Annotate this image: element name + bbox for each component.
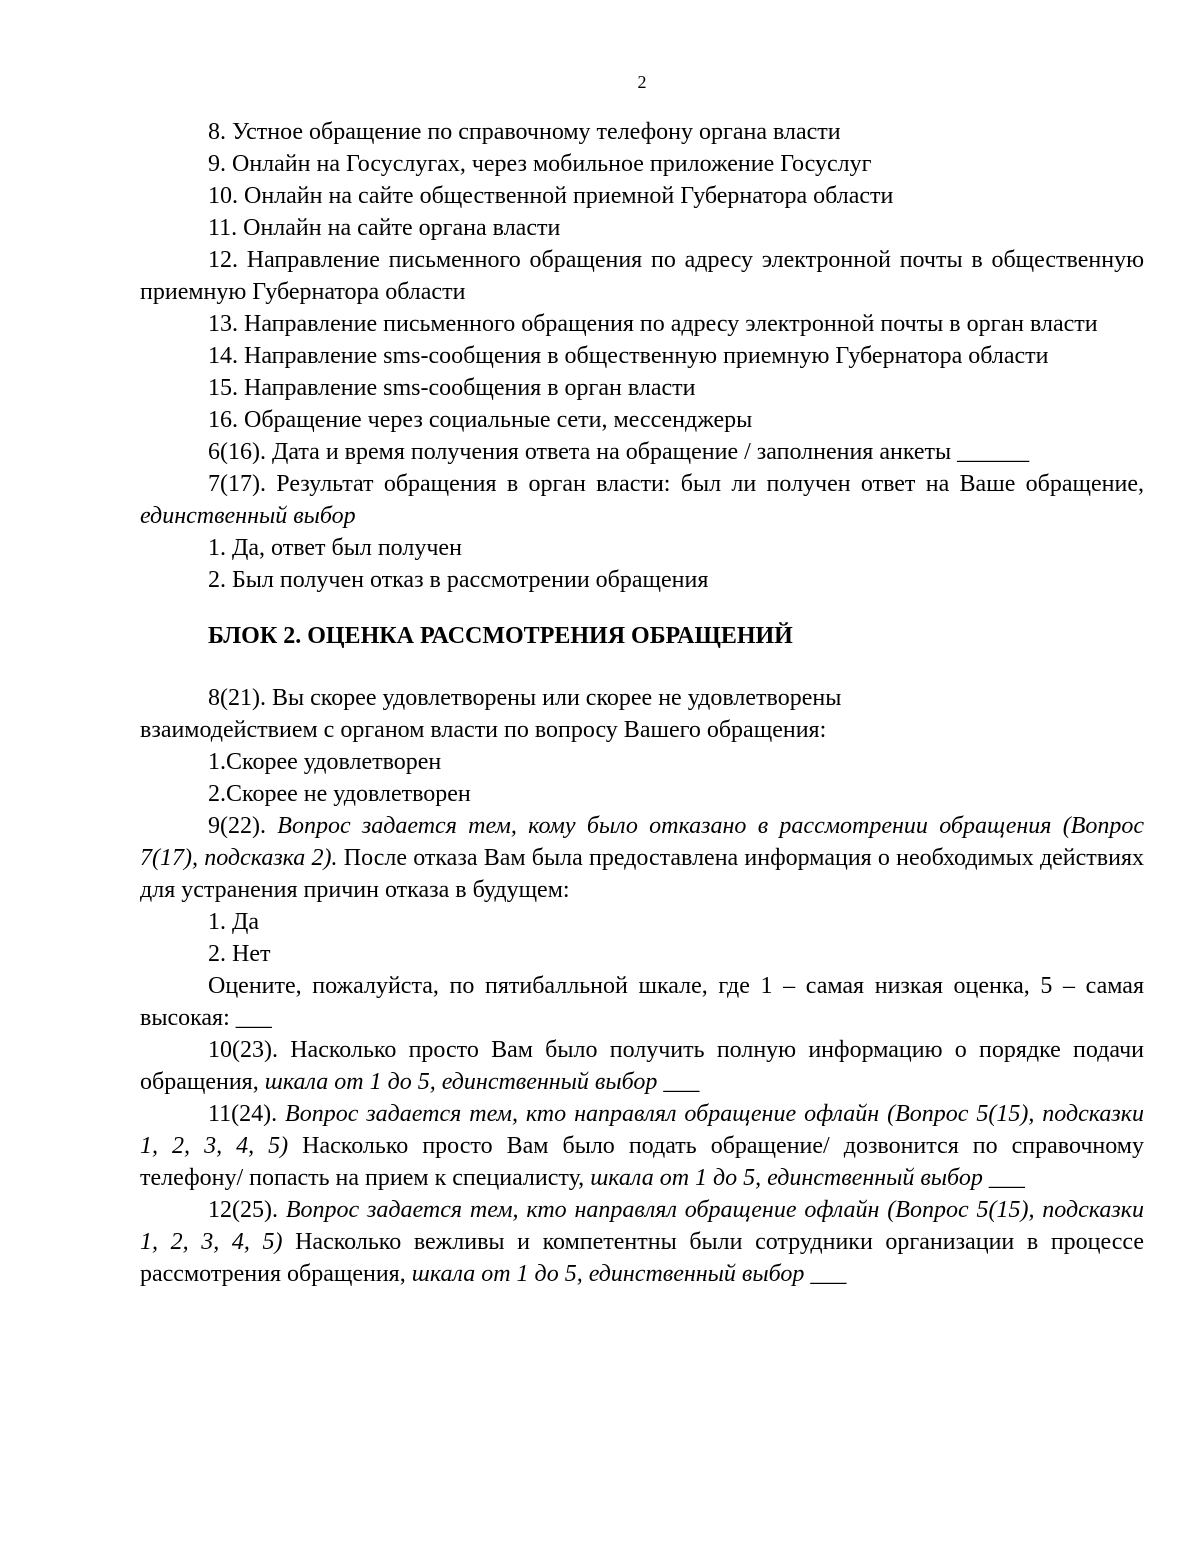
list-item: 9. Онлайн на Госуслугах, через мобильное приложение Госуслуг xyxy=(208,151,872,177)
list-item: 15. Направление sms-сообщения в орган власти xyxy=(208,375,696,401)
list-item: 2.Скорее не удовлетворен xyxy=(208,781,471,807)
question-staff-politeness xyxy=(140,1194,1144,1290)
question-text: После отказа Вам была предоставлена информация о необходимых действиях для устранения причин отказа в будущем: xyxy=(140,845,1145,903)
question-hint: шкала от 1 до 5, единственный выбор xyxy=(411,1261,805,1287)
list-item: 1.Скорее удовлетворен xyxy=(208,749,442,775)
list-item: 10. Онлайн на сайте общественной приемной Губернатора области xyxy=(208,183,894,209)
question-text: 10(23). Насколько просто Вам было получить полную информацию о порядке подачи обращения, xyxy=(140,1037,1144,1095)
question-text: Насколько вежливы и компетентны были сотрудники организации в процессе рассмотрения обращения, xyxy=(140,1229,1145,1287)
list-item: 16. Обращение через социальные сети, мессенджеры xyxy=(208,407,753,433)
question-hint: шкала от 1 до 5, единственный выбор xyxy=(264,1069,658,1095)
question-number: 11(24). xyxy=(208,1101,286,1127)
question-hint: Вопрос задается тем, кому было отказано в рассмотрении обращения (Вопрос 7(17), подсказка 2). xyxy=(140,813,1145,871)
question-hint: шкала от 1 до 5, единственный выбор xyxy=(590,1165,983,1191)
scale-intro: Оцените, пожалуйста, по пятибалльной шкале, где 1 – самая низкая оценка, 5 – самая высокая: ___ xyxy=(140,973,1144,1031)
section-heading: БЛОК 2. ОЦЕНКА РАССМОТРЕНИЯ ОБРАЩЕНИЙ xyxy=(208,623,793,649)
list-item: 13. Направление письменного обращения по адресу электронной почты в орган власти xyxy=(208,311,1098,337)
list-item: 12. Направление письменного обращения по адресу электронной почты в общественную приемную Губернатора области xyxy=(140,247,1144,305)
question-refusal-info xyxy=(140,810,1144,906)
list-item: 1. Да, ответ был получен xyxy=(208,535,462,561)
list-item: 2. Был получен отказ в рассмотрении обращения xyxy=(208,567,709,593)
question-number: 9(22). xyxy=(208,813,278,839)
question-hint: Вопрос задается тем, кто направлял обращение офлайн (Вопрос 5(15), подсказки 1, 2, 3, 4, 5) xyxy=(140,1101,1145,1159)
question-date: 6(16). Дата и время получения ответа на обращение / заполнения анкеты ______ xyxy=(208,439,1030,465)
question-text: Насколько просто Вам было подать обращение/ дозвонится по справочному телефону/ попасть на прием к специалисту, xyxy=(140,1133,1144,1191)
question-text: 7(17). Результат обращения в орган власти: был ли получен ответ на Ваше обращение, xyxy=(208,471,1144,497)
question-submit-simplicity xyxy=(140,1098,1144,1194)
list-item: 8. Устное обращение по справочному телефону органа власти xyxy=(208,119,841,145)
page-number: 2 xyxy=(637,72,647,92)
answer-blank: ___ xyxy=(804,1261,847,1287)
question-result xyxy=(140,468,1144,532)
answer-blank: ___ xyxy=(982,1165,1025,1191)
question-hint: единственный выбор xyxy=(140,503,356,529)
question-hint: Вопрос задается тем, кто направлял обращение офлайн (Вопрос 5(15), подсказки 1, 2, 3, 4, 5) xyxy=(140,1197,1144,1255)
list-item: 14. Направление sms-сообщения в общественную приемную Губернатора области xyxy=(208,343,1049,369)
question-satisfaction: 8(21). Вы скорее удовлетворены или скорее не удовлетворены взаимодействием с органом власти по вопросу Вашего обращения: xyxy=(140,685,842,743)
list-item: 2. Нет xyxy=(208,941,271,967)
list-item: 11. Онлайн на сайте органа власти xyxy=(208,215,561,241)
list-item: 1. Да xyxy=(208,909,260,935)
question-info-simplicity xyxy=(140,1034,1144,1098)
document-body xyxy=(140,116,1144,1290)
answer-blank: ___ xyxy=(657,1069,700,1095)
question-number: 12(25). xyxy=(208,1197,286,1223)
